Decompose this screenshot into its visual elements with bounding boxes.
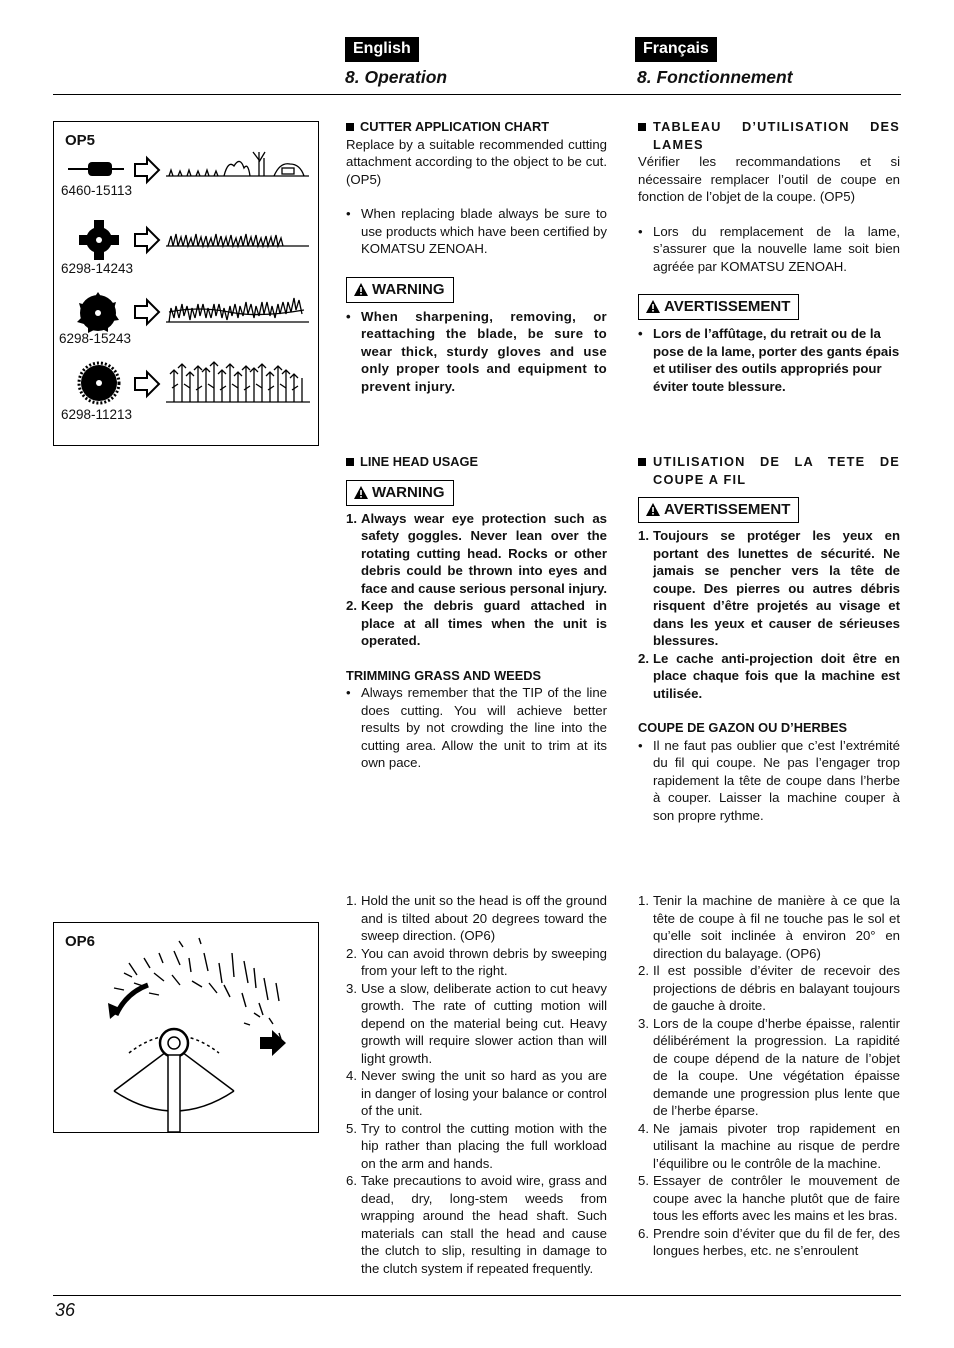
brush-icon bbox=[166, 298, 309, 322]
op5-label: OP5 bbox=[65, 132, 96, 149]
english-column bbox=[346, 118, 608, 1276]
page-number: 36 bbox=[55, 1300, 76, 1320]
cutter-chart-heading: CUTTER APPLICATION CHART bbox=[346, 118, 607, 136]
cutter-chart-body: Vérifier les recommandations et si nécessaire remplacer l’outil de coupe en fonction de l’objet de la coupe. (OP5) bbox=[638, 154, 900, 204]
op6-label: OP6 bbox=[65, 933, 96, 950]
warning-icon bbox=[353, 282, 369, 297]
heavy-brush-icon bbox=[166, 362, 310, 402]
arrow-icon bbox=[135, 300, 159, 324]
section-title-en: 8. Operation bbox=[345, 67, 448, 87]
list-item: 3. Lors de la coupe d’herbe épaisse, ralentir délibérément la progression. La rapidité de coupe dépend de la nature de l’objet de la coupe. Une végétation épaisse demande une progression plus lente que de l’herbe éparse. bbox=[638, 1015, 900, 1118]
steps-list-fr bbox=[638, 892, 900, 1260]
warning-icon bbox=[645, 502, 661, 517]
list-item: 1. Tenir la machine de manière à ce que la tête de coupe à fil ne touche pas le sol et qu’elle soit inclinée à environ 20° en direction du balayage. (OP6) bbox=[638, 893, 900, 961]
list-item: 2. Il est possible d’éviter de recevoir des projections de débris en balayant toujours de gauche à droite. bbox=[638, 963, 900, 1013]
square-bullet-icon bbox=[346, 123, 354, 131]
cutter-chart-illustration bbox=[54, 122, 318, 445]
four-tooth-blade-icon bbox=[79, 220, 119, 260]
warning-box: WARNING bbox=[346, 277, 454, 303]
list-item: • Il ne faut pas oublier que c’est l’extrémité du fil qui coupe. Ne pas l’engager trop rapidement la tête de coupe dans l’herbe à couper. Laisser la machine couper à son propre rythme. bbox=[638, 737, 900, 823]
list-item: 4. Ne jamais pivoter trop rapidement en utilisant la machine au risque de perdre l’équilibre ou le contrôle de la machine. bbox=[638, 1120, 900, 1171]
list-item: 4. Never swing the unit so hard as you are in danger of losing your balance or control of the unit. bbox=[346, 1068, 607, 1118]
warning-text: • Lors de l’affûtage, du retrait ou de la pose de la lame, porter des gants épais et utiliser des outils appropriés pour éviter toute blessure. bbox=[638, 326, 900, 394]
footer-rule bbox=[53, 1295, 901, 1296]
line-head-heading: LINE HEAD USAGE bbox=[346, 453, 607, 471]
part-number: 6298-11213 bbox=[61, 407, 133, 422]
line-head-heading: UTILISATION DE LA TETE DE COUPE A FIL bbox=[638, 453, 900, 488]
arrow-icon bbox=[135, 372, 159, 396]
header-rule bbox=[53, 94, 901, 95]
steps-list-en bbox=[346, 892, 607, 1277]
part-number: 6298-15243 bbox=[59, 331, 132, 346]
list-item: 2. Le cache anti-projection doit être en place chaque fois que la machine est utilisée. bbox=[638, 650, 900, 701]
op5-figure bbox=[53, 121, 319, 446]
square-bullet-icon bbox=[346, 458, 354, 466]
nylon-head-icon bbox=[68, 162, 124, 176]
trimming-heading: COUPE DE GAZON OU D’HERBES bbox=[638, 720, 848, 735]
trimming-heading: TRIMMING GRASS AND WEEDS bbox=[346, 667, 542, 683]
part-number: 6460-15113 bbox=[61, 183, 133, 198]
warning-text: • When sharpening, removing, or reattaching the blade, be sure to wear thick, sturdy gloves and use only proper tools and equipment to prevent injury. bbox=[346, 308, 607, 394]
eight-tooth-blade-icon bbox=[77, 292, 119, 333]
warning-box: AVERTISSEMENT bbox=[638, 294, 799, 320]
warning-icon bbox=[353, 485, 369, 500]
list-item: 1. Always wear eye protection such as safety goggles. Never lean over the rotating cutting head. Rocks or other debris could be thrown into eyes and face and cause serious personal injury. bbox=[346, 510, 608, 596]
list-item: 2. You can avoid thrown debris by sweeping from your left to the right. bbox=[346, 945, 607, 978]
light-grass-icon bbox=[166, 152, 309, 176]
list-item: • When replacing blade always be sure to use products which have been certified by KOMATSU ZENOAH. bbox=[346, 206, 607, 256]
english-tag: English bbox=[345, 37, 419, 62]
list-item: 1. Toujours se protéger les yeux en portant des lunettes de sécurité. Ne jamais se pencher vers la tête de coupe. Des pierres ou autres débris risquent d’être projetés au visage et dans les yeux et causer de sérieuses blessures. bbox=[638, 528, 900, 648]
op6-figure bbox=[53, 922, 319, 1133]
french-tag: Français bbox=[635, 37, 717, 62]
cutter-chart-body: Replace by a suitable recommended cutting attachment according to the object to be cut. (OP5) bbox=[346, 136, 607, 187]
list-item: 1. Hold the unit so the head is off the ground and is tilted about 20 degrees toward the sweep direction. (OP6) bbox=[346, 893, 607, 943]
list-item: 5. Essayer de contrôler le mouvement de coupe avec la hanche plutôt que de faire tous les efforts avec les mains et les bras. bbox=[638, 1173, 900, 1223]
section-title-fr: 8. Fonctionnement bbox=[637, 67, 793, 87]
arrow-icon bbox=[135, 228, 159, 252]
square-bullet-icon bbox=[638, 458, 646, 466]
saw-blade-icon bbox=[79, 363, 119, 403]
arrow-icon bbox=[135, 158, 159, 182]
direction-arrow-icon bbox=[260, 1030, 286, 1056]
part-number: 6298-14243 bbox=[61, 261, 134, 276]
warning-box: WARNING bbox=[346, 480, 454, 506]
line-head-sweep-illustration bbox=[54, 923, 318, 1132]
list-item: • Always remember that the TIP of the line does cutting. You will achieve better results by not crowding the line into the cutting area. Allow the unit to trim at its own pace. bbox=[346, 685, 607, 770]
cutter-chart-heading: TABLEAU D’UTILISATION DES LAMES bbox=[638, 118, 900, 153]
tall-grass-icon bbox=[166, 234, 309, 246]
warning-icon bbox=[645, 299, 661, 314]
list-item: 6. Prendre soin d’éviter que du fil de fer, des longues herbes, etc. ne s’enroulent bbox=[638, 1225, 900, 1258]
warning-box: AVERTISSEMENT bbox=[638, 497, 799, 523]
square-bullet-icon bbox=[638, 123, 646, 131]
list-item: 2. Keep the debris guard attached in place at all times when the unit is operated. bbox=[346, 598, 607, 648]
list-item: 3. Use a slow, deliberate action to cut heavy growth. The rate of cutting motion will depend on the material being cut. Heavy growth will require slower action than will light growth. bbox=[346, 980, 607, 1066]
french-column bbox=[638, 118, 900, 1258]
list-item: 5. Try to control the cutting motion with the hip rather than placing the full workload on the arm and hands. bbox=[346, 1120, 607, 1171]
list-item: 6. Take precautions to avoid wire, grass and dead, dry, long-stem weeds from wrapping around the head shaft. Such materials can stall the head and cause the clutch to slip, resulting in damage to the clutch system if repeated frequently. bbox=[346, 1173, 607, 1276]
list-item: • Lors du remplacement de la lame, s’assurer que la nouvelle lame soit bien agréée par KOMATSU ZENOAH. bbox=[638, 223, 900, 274]
